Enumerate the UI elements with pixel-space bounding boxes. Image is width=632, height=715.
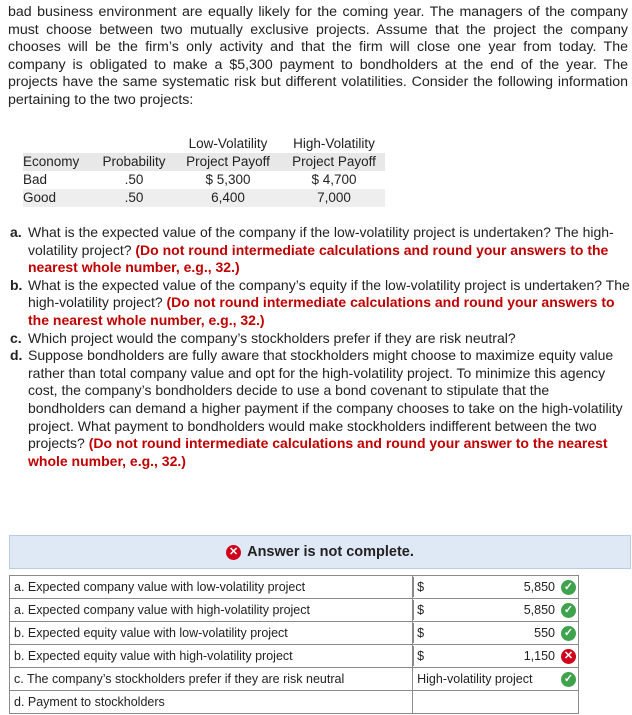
table-row: Bad .50 $ 5,300 $ 4,700 — [23, 172, 357, 187]
answer-row: d. Payment to stockholders — [10, 691, 579, 714]
answer-select-c[interactable]: High-volatility project ✓ — [413, 668, 579, 691]
question-b: b. What is the expected value of the company’s equity if the low-volatility project is undertaken? The high-volatility project? (Do not round intermediate calculations and round your answers to the nearest whole number, e.g., 32.) — [10, 276, 630, 328]
check-icon: ✓ — [561, 626, 576, 641]
answer-input-b-high[interactable]: $ 1,150 ✕ — [413, 645, 579, 668]
rounding-note: (Do not round intermediate calculations and round your answer to the nearest whole number, e.g., 32.) — [28, 435, 608, 469]
table-header-row-2 — [23, 153, 385, 171]
header-probability: Probability — [95, 153, 173, 171]
question-c: c. Which project would the company’s stockholders prefer if they are risk neutral? — [10, 329, 516, 346]
check-icon: ✓ — [561, 603, 576, 618]
header-high-payoff: Project Payoff — [283, 153, 385, 171]
answer-status-banner — [9, 535, 631, 569]
problem-intro: bad business environment are equally likely for the coming year. The managers of the company must choose between two mutually exclusive projects. Assume that the project the company chooses will be the firm’s only activity and that the firm will close one year from today. The company is obligated to make a $5,300 payment to bondholders at the end of the year. The projects have the same systematic risk but different volatilities. Consider the following information pertaining to the two projects: — [8, 4, 628, 108]
header-high-volatility: High-Volatility — [293, 136, 375, 151]
answer-row: a. Expected company value with low-volatility project $ 5,850 ✓ — [10, 576, 579, 599]
wrong-x-icon: ✕ — [561, 649, 576, 664]
answer-input-d[interactable] — [413, 691, 579, 714]
table-header-row-1 — [23, 135, 385, 153]
project-payoff-table — [23, 135, 385, 207]
answer-row: b. Expected equity value with low-volatility project $ 550 ✓ — [10, 622, 579, 645]
answer-input-b-low[interactable]: $ 550 ✓ — [413, 622, 579, 645]
answer-row: a. Expected company value with high-volatility project $ 5,850 ✓ — [10, 599, 579, 622]
error-x-icon: ✕ — [226, 545, 241, 560]
table-row: Good .50 6,400 7,000 — [23, 189, 385, 207]
rounding-note: (Do not round intermediate calculations and round your answers to the nearest whole number, e.g., 32.) — [28, 294, 615, 328]
check-icon: ✓ — [561, 580, 576, 595]
answer-status-text: Answer is not complete. — [247, 544, 414, 560]
check-icon: ✓ — [561, 672, 576, 687]
answer-row: b. Expected equity value with high-volatility project $ 1,150 ✕ — [10, 645, 579, 668]
answer-input-a-high[interactable]: $ 5,850 ✓ — [413, 599, 579, 622]
answer-row: c. The company’s stockholders prefer if they are risk neutral High-volatility project ✓ — [10, 668, 579, 691]
question-list — [10, 224, 630, 470]
rounding-note: (Do not round intermediate calculations and round your answers to the nearest whole number, e.g., 32.) — [28, 241, 609, 276]
question-d: d. Suppose bondholders are fully aware that stockholders might choose to maximize equity value rather than total company value and opt for the high-volatility project. To minimize this agency cost, the company’s bondholders decide to use a bond covenant to stipulate that the bondholders can demand a higher payment if the company chooses to take on the high-volatility project. What payment to bondholders would make stockholders indifferent between the two projects? (Do not round intermediate calculations and round your answer to the nearest whole number, e.g., 32.) — [10, 347, 623, 469]
header-low-payoff: Project Payoff — [173, 153, 283, 171]
answer-input-a-low[interactable]: $ 5,850 ✓ — [413, 576, 579, 599]
header-economy: Economy — [23, 153, 95, 171]
header-low-volatility: Low-Volatility — [188, 136, 268, 151]
answer-table — [9, 575, 579, 714]
question-a: a. What is the expected value of the company if the low-volatility project is undertaken? The high-volatility project? (Do not round intermediate calculations and round your answers to the nearest whole number, e.g., 32.) — [10, 224, 614, 276]
